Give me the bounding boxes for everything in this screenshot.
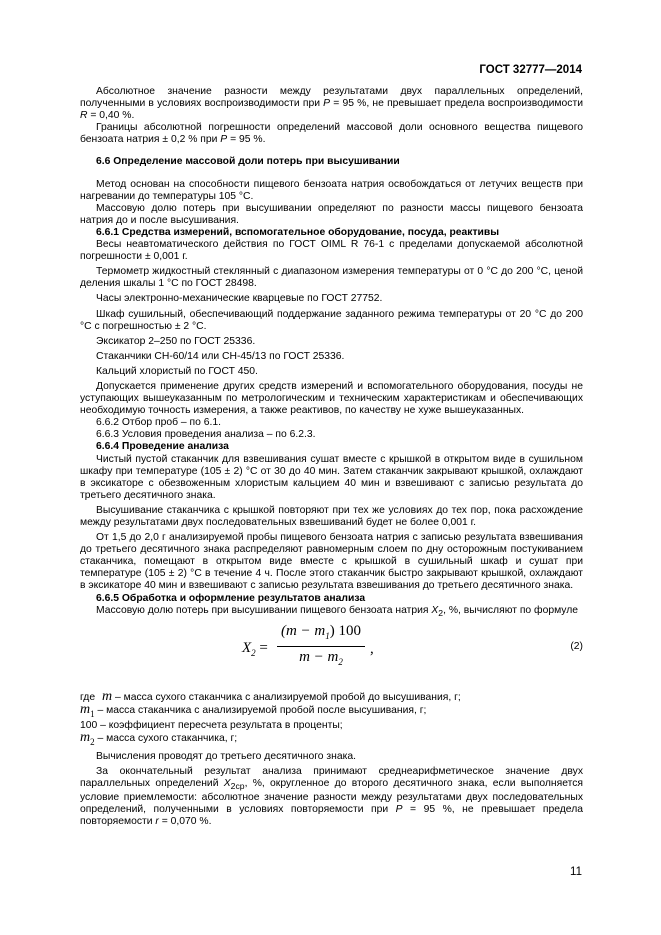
legend-text: – масса сухого стаканчика с анализируемой пробой до высушивания, г; [112,691,461,703]
fraction-bar [277,646,365,647]
formula-denominator [277,648,365,668]
text: , %, вычисляют по формуле [443,604,579,616]
paragraph-cups: Стаканчики СН-60/14 или СН-45/13 по ГОСТ 25336. [96,350,345,362]
text: = 0,070 %. [158,816,212,828]
var-x-subscript: 2 [438,607,444,618]
section-heading-6-6-1: 6.6.1 Средства измерений, вспомогательное оборудование, посуда, реактивы [96,226,500,238]
text: , %, округленное до второго десятичного знака, если выполняется условие приемлемости: абсолютное значение разности между результатами двух последовательных определений, полученными в условиях повторяемости при [80,777,583,816]
legend-text: – масса сухого стаканчика, г; [94,732,238,744]
document-body [80,86,583,828]
text: m − m [299,648,339,665]
subscript: 2 [338,656,343,667]
var-r: R [80,110,88,122]
var-r: r [155,816,159,828]
paragraph-repeat-drying: Высушивание стаканчика с крышкой повторяют при тех же условиях до тех пор, пока расхождение между результатами двух последовательных взвешиваний будет не более 0,001 г. [80,504,583,528]
text: За окончательный результат анализа принимают среднеарифметическое значение двух параллельных определений [80,765,583,789]
subscript: 2 [90,736,95,747]
text: = 95 %, не превышает предела повторяемости [80,804,583,828]
variable-legend [80,688,583,748]
section-heading-6-6: 6.6 Определение массовой доли потерь при высушивании [96,156,400,168]
var-p: P [395,804,403,816]
formula-lhs [242,639,268,659]
formula-numerator [277,622,365,642]
formula-2 [80,623,583,687]
text: Массовую долю потерь при высушивании пищевого бензоата натрия [96,604,432,616]
subscript: 1 [90,708,95,719]
symbol-m1 [80,702,95,717]
paragraph-conditions: 6.6.3 Условия проведения анализа – по 6.2.3. [96,429,316,441]
legend-row-m [80,688,583,704]
symbol: m [80,701,91,717]
var-p: P [220,134,228,146]
paragraph-formula-intro [80,605,583,619]
paragraph-thermometer: Термометр жидкостный стеклянный с диапазоном измерения температуры от 0 °С до 200 °С, ценой деления шкалы 1 °С по ГОСТ 28498. [80,266,583,290]
symbol: m [80,729,91,745]
text: Границы абсолютной погрешности определений массовой доли основного вещества пищевого бензоата натрия ± 0,2 % при [80,122,583,146]
standard-header: ГОСТ 32777—2014 [479,64,582,76]
subscript: 1 [325,630,330,641]
formula-fraction [277,622,365,668]
section-heading-6-6-4: 6.6.4 Проведение анализа [96,441,229,453]
legend-row-100: 100 – коэффициент пересчета результата в проценты; [80,719,343,731]
paragraph-oven: Шкаф сушильный, обеспечивающий поддержание заданного режима температуры от 20 °С до 200 °С с погрешностью ± 2 °С. [80,308,583,332]
paragraph-reproducibility [80,86,583,122]
lhs-subscript: 2 [251,647,256,658]
paragraph-definition: Массовую долю потерь при высушивании определяют по разности массы пищевого бензоата натрия до и после высушивания. [80,202,583,226]
text: Абсолютное значение разности между результатами двух параллельных определений, полученными в условиях воспроизводимости при [80,86,583,110]
paragraph-method: Метод основан на способности пищевого бензоата натрия освобождаться от летучих веществ при нагревании до температуры 105 °С. [80,178,583,202]
legend-text: – масса стаканчика с анализируемой пробой после высушивания, г; [94,704,427,716]
where-label: где [80,691,96,703]
paragraph-alternatives: Допускается применение других средств измерений и вспомогательного оборудования, посуды не уступающих вышеуказанным по метрологическим и техническим характеристикам и обеспечивающих необходимую точность измерения, а также реактивов, по качеству не хуже вышеуказанных. [80,380,583,417]
paragraph-drying-cup: Чистый пустой стаканчик для взвешивания сушат вместе с крышкой в открытом виде в сушильном шкафу при температуре (105 ± 2) °С от 30 до 40 мин. Затем стаканчик закрывают крышкой, охлаждают в эксикаторе с обезвоженным хлористым кальцием 40 мин и взвешивают с записью результата до третьего десятичного знака. [80,453,583,501]
paragraph-final-result [80,766,583,829]
var-x: X [431,604,439,616]
text: = 0,40 %. [87,110,135,122]
text: (m − m [280,622,326,639]
var-x-subscript: 2ср [230,781,245,792]
paragraph-desiccator: Эксикатор 2–250 по ГОСТ 25336. [96,335,256,347]
lhs-symbol: X [242,639,252,656]
paragraph-scales: Весы неавтоматического действия по ГОСТ OIML R 76-1 с пределами допускаемой абсолютной погрешности ± 0,001 г. [80,239,583,263]
formula-comma: , [370,640,374,657]
var-x: X [223,777,231,789]
paragraph-calcium: Кальций хлористый по ГОСТ 450. [96,365,258,377]
section-heading-6-6-5: 6.6.5 Обработка и оформление результатов анализа [96,592,366,604]
legend-row-m1 [80,701,583,720]
var-p: P [323,98,331,110]
page-number: 11 [570,866,582,878]
text: ) 100 [329,622,362,639]
symbol-m: m [102,688,113,704]
text: = 95 %, не превышает предела воспроизводимости [330,98,583,110]
paragraph-clock: Часы электронно-механические кварцевые по ГОСТ 27752. [96,293,383,305]
paragraph-sample-drying: От 1,5 до 2,0 г анализируемой пробы пищевого бензоата натрия с записью результата взвешивания до третьего десятичного знака распределяют равномерным слоем по дну осторожным постукиванием стаканчика, помещают в открытом виде вместе с крышкой в сушильный шкаф и сушат при температуре (105 ± 2) °С в течение 4 ч. После этого стаканчик быстро закрывают крышкой, охлаждают в эксикаторе 40 мин и взвешивают с записью результата взвешивания до третьего десятичного знака. [80,532,583,592]
legend-row-m2 [80,729,583,748]
paragraph-sampling: 6.6.2 Отбор проб – по 6.1. [96,417,221,429]
symbol-m2 [80,730,95,745]
formula-number: (2) [570,640,583,652]
equals-sign: = [255,639,268,656]
text: = 95 %. [227,134,266,146]
paragraph-error-bounds [80,122,583,146]
paragraph-precision: Вычисления проводят до третьего десятичного знака. [96,750,356,762]
